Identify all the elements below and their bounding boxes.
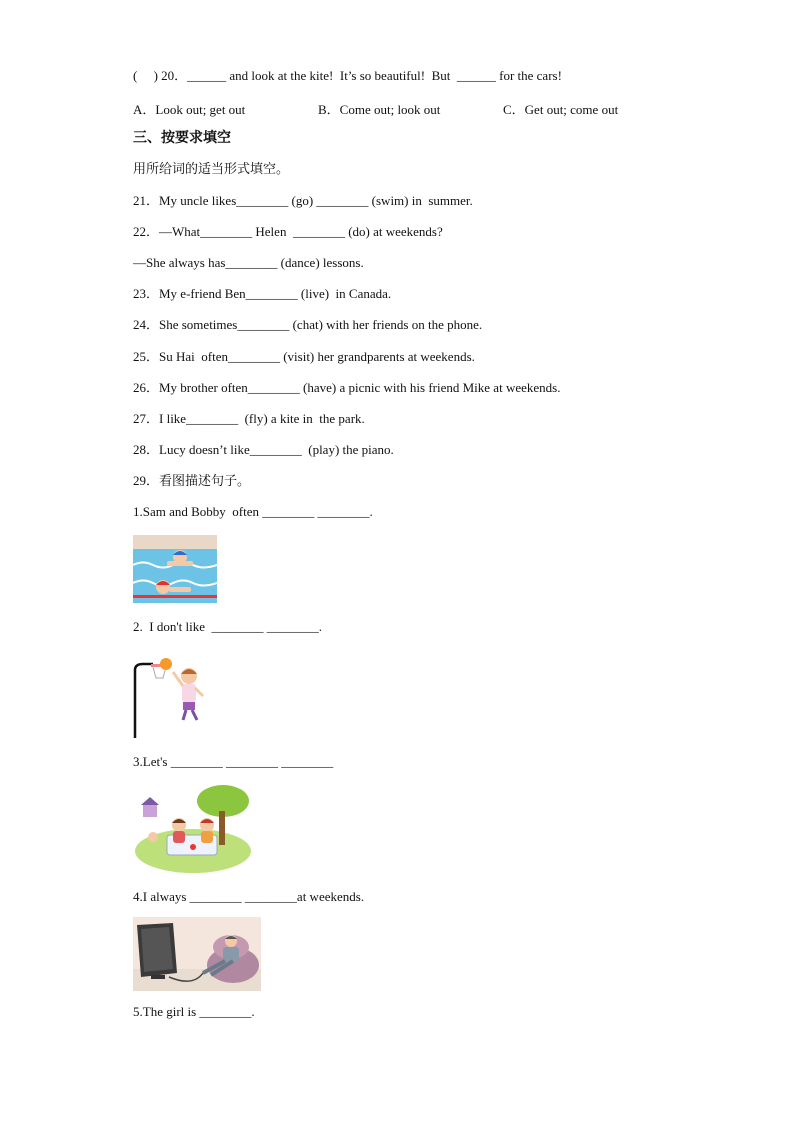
question-23: 23．My e-friend Ben________ (live) in Canada.	[133, 286, 392, 301]
picture-item-4: 4.I always ________ ________at weekends.	[133, 889, 365, 904]
picture-item-3: 3.Let's ________ ________ ________	[133, 754, 334, 769]
basketball-illustration	[133, 650, 213, 740]
picture-item-5: 5.The girl is ________.	[133, 1004, 255, 1019]
watching-tv-illustration	[133, 917, 261, 991]
question-26: 26．My brother often________ (have) a picnic with his friend Mike at weekends.	[133, 380, 561, 395]
q20-option-a: A．Look out; get out	[133, 102, 246, 117]
section-instruction: 用所给词的适当形式填空。	[133, 162, 290, 177]
section-heading: 三、按要求填空	[133, 130, 231, 146]
question-22: 22．—What________ Helen ________ (do) at weekends?	[133, 224, 443, 239]
question-21: 21．My uncle likes________ (go) ________ (swim) in summer.	[133, 193, 473, 208]
question-27: 27．I like________ (fly) a kite in the park.	[133, 411, 365, 426]
picture-item-2: 2. I don't like ________ ________.	[133, 619, 323, 634]
question-28: 28．Lucy doesn’t like________ (play) the piano.	[133, 442, 394, 457]
question-25: 25．Su Hai often________ (visit) her grandparents at weekends.	[133, 349, 475, 364]
question-22-answer: —She always has________ (dance) lessons.	[133, 255, 364, 270]
question-24: 24．She sometimes________ (chat) with her friends on the phone.	[133, 317, 483, 332]
swimming-illustration	[133, 535, 217, 603]
q20-option-c: C．Get out; come out	[503, 102, 619, 117]
question-20: ( ) 20．______ and look at the kite! It’s so beautiful! But ______ for the cars!	[133, 68, 562, 83]
question-29: 29．看图描述句子。	[133, 473, 251, 488]
q20-option-b: B．Come out; look out	[318, 102, 441, 117]
picnic-illustration	[133, 781, 253, 875]
picture-item-1: 1.Sam and Bobby often ________ ________.	[133, 504, 373, 519]
